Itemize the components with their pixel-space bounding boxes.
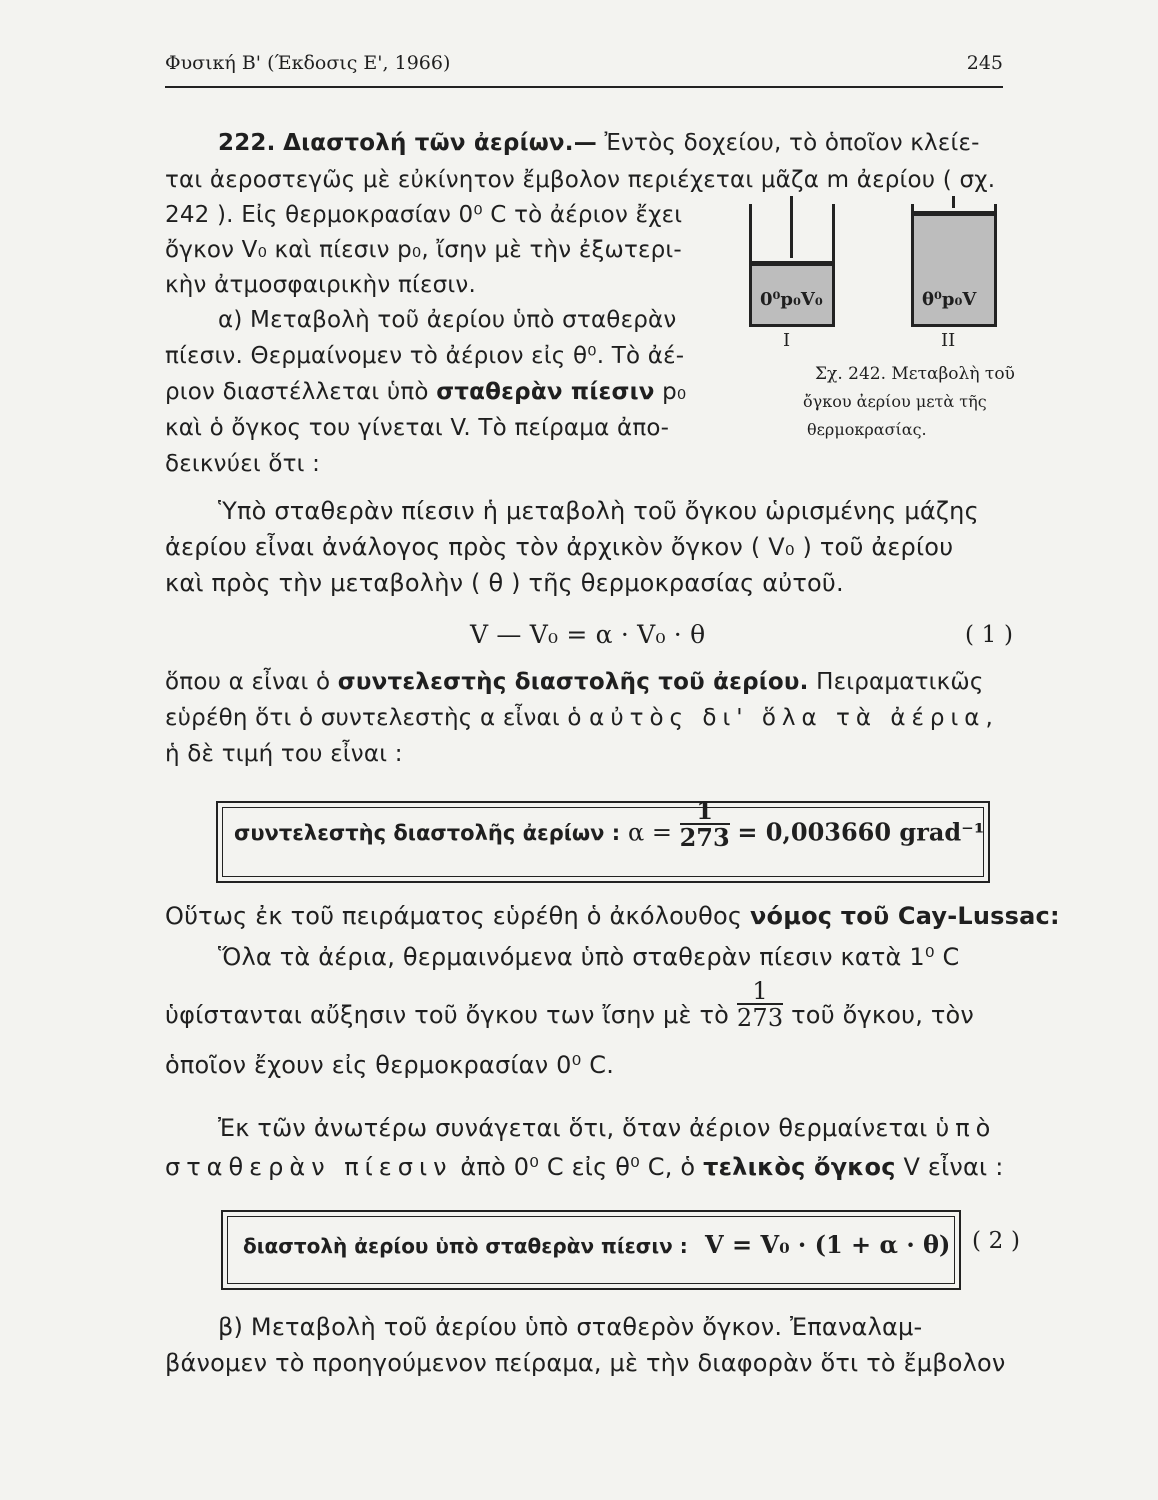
text-run: V εἶναι : [895, 1153, 1004, 1181]
page-number: 245 [966, 52, 1003, 74]
intro-line: κὴν ἀτμοσφαιρικὴν πίεσιν. [165, 272, 476, 298]
cay-lussac-intro [165, 901, 1060, 931]
text-run: Πειραματικῶς [808, 669, 984, 695]
bold-text-run: σταθερὰν πίεσιν [436, 379, 655, 405]
alpha-value: = 0,003660 grad⁻¹ [737, 817, 985, 847]
bold-text-run: συντελεστὴς διαστολῆς τοῦ ἀερίου. [337, 669, 809, 695]
spaced-text-run: σταθερὰν πίεσιν [165, 1153, 453, 1181]
cay-lussac-line [165, 977, 975, 1032]
piston-rod-i [790, 196, 793, 258]
subsection-b-line: β) Μεταβολὴ τοῦ ἀερίου ὑπὸ σταθερὸν ὄγκον. Ἐπαναλαμ- [218, 1313, 923, 1341]
conclusion-line [218, 1113, 996, 1143]
equation-2-number: ( 2 ) [972, 1228, 1021, 1254]
figure-caption-line: ὄγκου ἀερίου μετὰ τῆς [803, 392, 987, 411]
conclusion-line [165, 1152, 1004, 1182]
figure-242 [745, 196, 1015, 466]
coef-line [165, 703, 999, 733]
piston-rod-ii [952, 196, 955, 208]
fraction-numerator: 1 [680, 799, 730, 825]
alpha-box-formula [628, 796, 985, 852]
text-run: τοῦ ὄγκου, τὸν [791, 1001, 975, 1029]
subsection-a-line: δεικνύει ὅτι : [165, 451, 321, 477]
spaced-text-run: αὐτὸς δι' ὅλα τὰ ἀέρια, [589, 705, 999, 731]
header-rule [165, 86, 1003, 88]
gas-label-i: 0⁰p₀V₀ [760, 289, 823, 310]
text-run: Οὕτως ἐκ τοῦ πειράματος εὑρέθη ὁ ἀκόλουθος [165, 902, 750, 930]
gas-label-ii: θ⁰p₀V [922, 289, 977, 310]
section-number: 222. [218, 130, 276, 156]
vessel-i-label: I [783, 330, 791, 351]
vessel-ii-label: II [941, 330, 956, 351]
alpha-fraction [679, 796, 730, 852]
volume-formula-box [221, 1210, 961, 1290]
piston-ii [914, 211, 994, 216]
text-run: ἀπὸ 0⁰ C εἰς θ⁰ C, ὁ [452, 1153, 704, 1181]
vessel-ii [911, 204, 997, 327]
figure-caption-line: Σχ. 242. Μεταβολὴ τοῦ [815, 364, 1015, 384]
intro-line: ὄγκον V₀ καὶ πίεσιν p₀, ἴσην μὲ τὴν ἐξωτερι- [165, 237, 682, 263]
law-statement-line: Ὑπὸ σταθερὰν πίεσιν ἡ μεταβολὴ τοῦ ὄγκου ὡρισμένης μάζης [218, 497, 979, 525]
text-run: ὅπου α εἶναι ὁ [165, 669, 338, 695]
figure-caption-line: θερμοκρασίας. [807, 420, 927, 439]
bold-text-run: τελικὸς ὄγκος [703, 1153, 896, 1181]
vessel-i [749, 204, 835, 327]
cay-lussac-line: ὁποῖον ἔχουν εἰς θερμοκρασίαν 0⁰ C. [165, 1051, 615, 1079]
section-lead: Ἐντὸς δοχείου, τὸ ὁποῖον κλείε- [596, 130, 980, 156]
text-run: p₀ [654, 379, 687, 405]
section-heading-line [218, 128, 980, 158]
equation-1-number: ( 1 ) [965, 622, 1014, 648]
section-heading: Διαστολή τῶν ἀερίων.— [283, 130, 597, 156]
subsection-b-line: βάνομεν τὸ προηγούμενον πείραμα, μὲ τὴν διαφορὰν ὅτι τὸ ἔμβολον [165, 1349, 1006, 1377]
fraction-denominator: 273 [679, 823, 730, 852]
fraction-denominator: 273 [736, 1004, 784, 1032]
alpha-symbol: α = [628, 818, 672, 847]
coef-line [165, 667, 984, 697]
text-run: εὑρέθη ὅτι ὁ συντελεστὴς α εἶναι ὁ [165, 705, 590, 731]
alpha-box-label: συντελεστὴς διαστολῆς ἀερίων : [234, 821, 621, 845]
piston-i [752, 261, 832, 266]
bold-text-run: νόμος τοῦ Cay-Lussac: [749, 902, 1060, 930]
coef-line: ἡ δὲ τιμή του εἶναι : [165, 741, 403, 767]
subsection-a-line: καὶ ὁ ὄγκος του γίνεται V. Τὸ πείραμα ἀπο- [165, 415, 670, 441]
text-run: ὑφίστανται αὔξησιν τοῦ ὄγκου των ἴσην μὲ τὸ [165, 1001, 737, 1029]
law-statement-line: ἀερίου εἶναι ἀνάλογος πρὸς τὸν ἀρχικὸν ὄγκον ( V₀ ) τοῦ ἀερίου [165, 533, 954, 561]
law-statement-line: καὶ πρὸς τὴν μεταβολὴν ( θ ) τῆς θερμοκρασίας αὐτοῦ. [165, 569, 844, 597]
spaced-text-run: ὑπὸ [935, 1114, 997, 1142]
subsection-a-line: πίεσιν. Θερμαίνομεν τὸ ἀέριον εἰς θ⁰. Τὸ ἀέ- [165, 343, 685, 369]
intro-line: ται ἀεροστεγῶς μὲ εὐκίνητον ἔμβολον περιέχεται μᾶζα m ἀερίου ( σχ. [165, 167, 996, 193]
volume-box-formula: V = V₀ · (1 + α · θ) [705, 1230, 951, 1259]
equation-1: V — V₀ = α · V₀ · θ [470, 620, 706, 649]
text-run: Ἐκ τῶν ἀνωτέρω συνάγεται ὅτι, ὅταν ἀέριον θερμαίνεται [218, 1114, 936, 1142]
subsection-a-line [165, 377, 686, 407]
subsection-a-title: α) Μεταβολὴ τοῦ ἀερίου ὑπὸ σταθερὰν [218, 307, 677, 333]
cay-lussac-line: Ὅλα τὰ ἀέρια, θερμαινόμενα ὑπὸ σταθερὰν πίεσιν κατὰ 1⁰ C [218, 943, 960, 971]
one-over-273-fraction [737, 979, 783, 1031]
text-run: ριον διαστέλλεται ὑπὸ [165, 379, 437, 405]
fraction-numerator: 1 [737, 979, 783, 1005]
intro-line: 242 ). Εἰς θερμοκρασίαν 0⁰ C τὸ ἀέριον ἔχει [165, 202, 683, 228]
volume-box-label: διαστολὴ ἀερίου ὑπὸ σταθερὰν πίεσιν : [243, 1234, 688, 1258]
alpha-value-box [216, 796, 990, 883]
running-header-title: Φυσική Β' (Έκδοσις Ε', 1966) [165, 52, 451, 74]
